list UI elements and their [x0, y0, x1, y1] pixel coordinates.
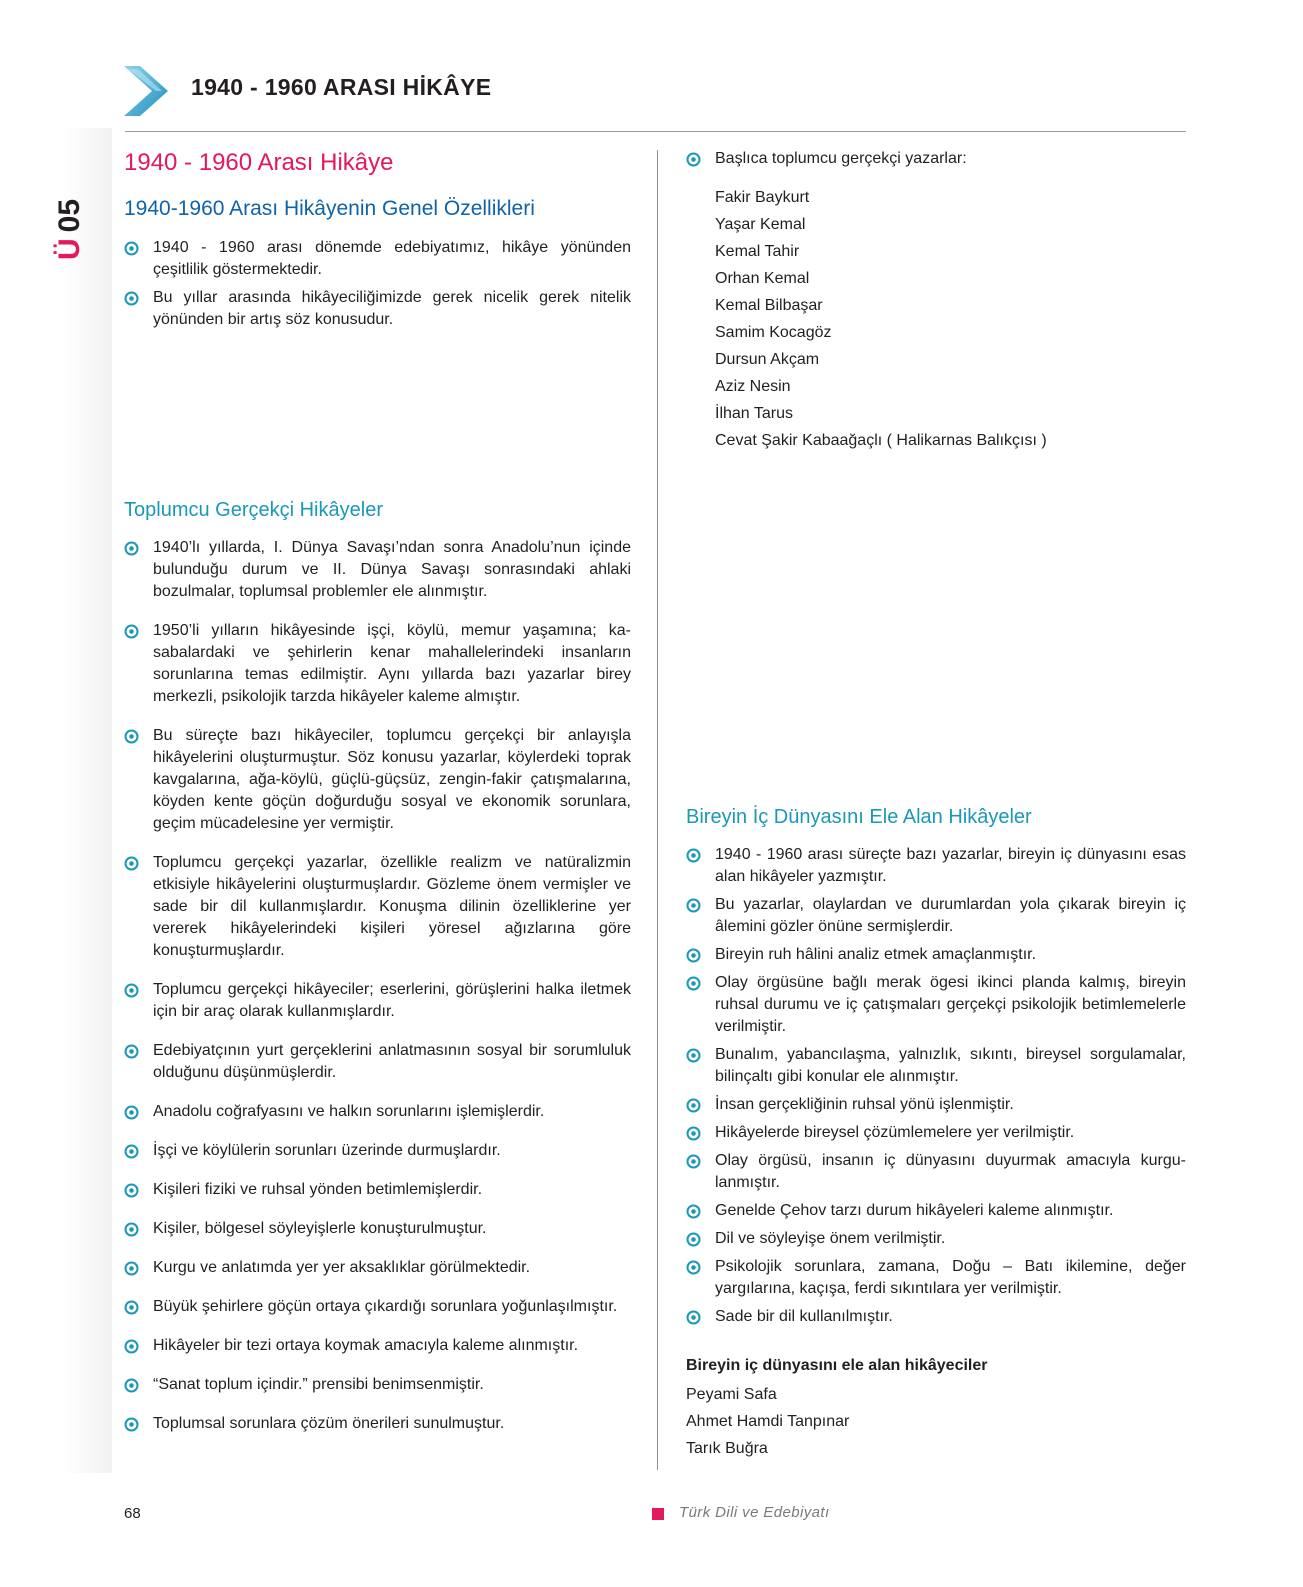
target-circle-icon: [124, 1300, 139, 1315]
chevron-right-icon: [124, 66, 168, 116]
list-item-text: Büyük şehirlere göçün ortaya çıkardığı sorunlara yoğunlaşılmıştır.: [153, 1298, 618, 1315]
list-item: [686, 1306, 1186, 1328]
list-item-text: “Sanat toplum içindir.” prensibi benimsenmiştir.: [153, 1376, 484, 1393]
target-circle-icon: [124, 1339, 139, 1354]
list-item-text: 1940 - 1960 arası süreçte bazı yazarlar, bireyin iç dünyasını esas alan hikâyeler yazmıştır.: [715, 846, 1186, 885]
list-item: [124, 1335, 631, 1357]
inner-world-authors: [686, 1381, 1186, 1462]
target-circle-icon: [124, 729, 139, 744]
author-name: İlhan Tarus: [715, 405, 793, 422]
sidebar-strip: [62, 128, 112, 1473]
target-circle-icon: [686, 848, 701, 863]
list-item-text: İnsan gerçekliğinin ruhsal yönü işlenmiştir.: [715, 1096, 1014, 1113]
list-item-text: 1940 - 1960 arası dönemde edebiyatımız, hikâye yönünden çeşitlilik göstermektedir.: [153, 239, 631, 278]
target-circle-icon: [124, 541, 139, 556]
general-features-title: 1940-1960 Arası Hikâyenin Genel Özellikleri: [124, 197, 535, 220]
list-item: [686, 1228, 1186, 1250]
target-circle-icon: [124, 291, 139, 306]
header-rule: [125, 131, 1186, 132]
unit-prefix: Ü: [53, 238, 86, 260]
list-item: [686, 944, 1186, 966]
authors-intro-list: [686, 148, 1186, 170]
list-item-text: Toplumcu gerçekçi hikâyeciler; eserlerini, görüşlerini halka iletmek için bir araç olarak kullanmışlardır.: [153, 981, 631, 1020]
target-circle-icon: [124, 1222, 139, 1237]
list-item: [124, 537, 631, 603]
right-column-top: [686, 148, 1186, 454]
target-circle-icon: [124, 1044, 139, 1059]
list-item: [124, 620, 631, 708]
target-circle-icon: [686, 1204, 701, 1219]
list-item: [686, 972, 1186, 1038]
general-features-list: [124, 237, 631, 331]
list-item: [124, 1140, 631, 1162]
list-item-text: Olay örgüsüne bağlı merak ögesi ikinci planda kalmış, bireyin ruhsal durumu ve iç çatışmaları gerçekçi psikolojik betimlemelerle verilmiştir.: [715, 974, 1186, 1035]
list-item: [124, 852, 631, 962]
target-circle-icon: [686, 1260, 701, 1275]
list-item: [124, 1296, 631, 1318]
list-item-text: Olay örgüsü, insanın iç dünyasını duyurmak amacıyla kurgulanmıştır.: [715, 1152, 1186, 1191]
list-item-text: Toplumcu gerçekçi yazarlar, özellikle realizm ve natüralizmin etkisiyle hikâyelerini oluşturmuşlardır. Gözleme önem vermişler ve sade bir dil kullanmışlardır. Konuşma dilinin özelliklerine yer vererek hikâyelerindeki kişileri yöresel ağızlarına göre konuşturmuşlardır.: [153, 854, 631, 959]
author-name: Aziz Nesin: [715, 378, 791, 395]
author-name: Kemal Bilbaşar: [715, 297, 823, 314]
target-circle-icon: [686, 1126, 701, 1141]
list-item-text: Bu süreçte bazı hikâyeciler, toplumcu gerçekçi bir anlayışla hikâyelerini oluşturmuştur. Söz konusu yazarlar, köylerdeki toprak kavgalarına, ağa-köylü, güçlü-güçsüz, zengin-fakir çatışmalarına, köyden kente göçün doğurduğu sosyal ve ekonomik sorunlara, geçim mücadelesine yer vermiştir.: [153, 727, 631, 832]
list-item-text: 1950’li yılların hikâyesinde işçi, köylü, memur yaşamına; kasabalardaki ve şehirlerin kenar mahallelerindeki insanların sorunlarına temas edilmiştir. Aynı yıllarda bazı yazarlar birey merkezli, psikolojik tarzda hikâyeler kaleme almıştır.: [153, 622, 631, 705]
target-circle-icon: [124, 1144, 139, 1159]
list-item-text: Anadolu coğrafyasını ve halkın sorunlarını işlemişlerdir.: [153, 1103, 545, 1120]
list-item: [124, 1374, 631, 1396]
list-item-text: Dil ve söyleyişe önem verilmiştir.: [715, 1230, 946, 1247]
list-item: [686, 1094, 1186, 1116]
list-item: [124, 237, 631, 281]
list-item-text: Sade bir dil kullanılmıştır.: [715, 1308, 893, 1325]
target-circle-icon: [686, 1048, 701, 1063]
list-item: [124, 1413, 631, 1435]
social-realist-authors: [686, 184, 1186, 454]
inner-world-authors-heading: Bireyin iç dünyasını ele alan hikâyeciler: [686, 1357, 988, 1374]
list-item-text: Genelde Çehov tarzı durum hikâyeleri kaleme alınmıştır.: [715, 1202, 1114, 1219]
target-circle-icon: [686, 898, 701, 913]
list-item: [686, 1200, 1186, 1222]
column-divider: [657, 150, 658, 1470]
target-circle-icon: [686, 1098, 701, 1113]
main-title: 1940 - 1960 Arası Hikâye: [124, 149, 394, 176]
list-item: [686, 894, 1186, 938]
target-circle-icon: [124, 1378, 139, 1393]
footer-book-title: Türk Dili ve Edebiyatı: [679, 1504, 830, 1521]
target-circle-icon: [686, 1154, 701, 1169]
authors-intro: Başlıca toplumcu gerçekçi yazarlar:: [715, 150, 967, 167]
author-name: Orhan Kemal: [715, 270, 810, 287]
list-item-text: Bunalım, yabancılaşma, yalnızlık, sıkıntı, bireysel sorgulamalar, bilinçaltı gibi konular ele alınmıştır.: [715, 1046, 1186, 1085]
list-item-text: Kişiler, bölgesel söyleyişlerle konuşturulmuştur.: [153, 1220, 487, 1237]
list-item: [124, 1179, 631, 1201]
author-name: Yaşar Kemal: [715, 216, 806, 233]
list-item-text: Kurgu ve anlatımda yer yer aksaklıklar görülmektedir.: [153, 1259, 531, 1276]
author-name: Peyami Safa: [686, 1386, 777, 1403]
list-item: [124, 979, 631, 1023]
list-item: [124, 1218, 631, 1240]
target-circle-icon: [686, 152, 701, 167]
list-item-text: Bireyin ruh hâlini analiz etmek amaçlanmıştır.: [715, 946, 1037, 963]
header-title: 1940 - 1960 ARASI HİKÂYE: [191, 74, 492, 100]
list-item: [686, 1044, 1186, 1088]
list-item: [686, 1150, 1186, 1194]
list-item: [124, 287, 631, 331]
list-item: [124, 1101, 631, 1123]
target-circle-icon: [124, 856, 139, 871]
target-circle-icon: [686, 1232, 701, 1247]
author-name: Cevat Şakir Kabaağaçlı ( Halikarnas Balıkçısı ): [715, 432, 1047, 449]
list-item: [686, 844, 1186, 888]
right-column-bottom: [686, 804, 1186, 1462]
list-item-text: Bu yıllar arasında hikâyeciliğimizde gerek nicelik gerek nitelik yönünden bir artış söz konusudur.: [153, 289, 631, 328]
list-item: [686, 1256, 1186, 1300]
unit-number: 05: [53, 198, 86, 233]
author-name: Samim Kocagöz: [715, 324, 832, 341]
list-item-text: Hikâyelerde bireysel çözümlemelere yer verilmiştir.: [715, 1124, 1075, 1141]
target-circle-icon: [124, 624, 139, 639]
footer-square-icon: [652, 1508, 664, 1520]
author-name: Tarık Buğra: [686, 1440, 768, 1457]
list-item-text: 1940’lı yıllarda, I. Dünya Savaşı’ndan sonra Anadolu’nun içinde bulunduğu durum ve II. Dünya Savaşı sonrasındaki ahlaki bozulmalar, toplumsal problemler ele alınmıştır.: [153, 539, 631, 600]
target-circle-icon: [686, 948, 701, 963]
list-item-text: Edebiyatçının yurt gerçeklerini anlatmasının sosyal bir sorumluluk olduğunu düşünmüşlerdir.: [153, 1042, 631, 1081]
list-item-text: Bu yazarlar, olaylardan ve durumlardan yola çıkarak bireyin iç âlemini gözler önüne sermişlerdir.: [715, 896, 1186, 935]
inner-world-title: Bireyin İç Dünyasını Ele Alan Hikâyeler: [686, 806, 1032, 828]
left-column: [124, 148, 631, 1452]
list-item-text: Psikolojik sorunlara, zamana, Doğu – Batı ikilemine, değer yargılarına, kaçışa, ferdi sıkıntılara yer verilmiştir.: [715, 1258, 1186, 1297]
target-circle-icon: [686, 1310, 701, 1325]
social-realist-title: Toplumcu Gerçekçi Hikâyeler: [124, 499, 383, 521]
author-name: Kemal Tahir: [715, 243, 800, 260]
list-item-text: Toplumsal sorunlara çözüm önerileri sunulmuştur.: [153, 1415, 505, 1432]
list-item-text: Hikâyeler bir tezi ortaya koymak amacıyla kaleme alınmıştır.: [153, 1337, 579, 1354]
author-name: Ahmet Hamdi Tanpınar: [686, 1413, 850, 1430]
author-name: Dursun Akçam: [715, 351, 820, 368]
list-item-text: İşçi ve köylülerin sorunları üzerinde durmuşlardır.: [153, 1142, 501, 1159]
author-name: Fakir Baykurt: [715, 189, 810, 206]
target-circle-icon: [124, 1261, 139, 1276]
target-circle-icon: [124, 1183, 139, 1198]
target-circle-icon: [124, 241, 139, 256]
list-item: [124, 1040, 631, 1084]
target-circle-icon: [124, 983, 139, 998]
inner-world-list: [686, 844, 1186, 1328]
list-item: [124, 1257, 631, 1279]
list-item: [124, 725, 631, 835]
social-realist-list: [124, 537, 631, 1435]
list-item: [686, 148, 1186, 170]
target-circle-icon: [686, 976, 701, 991]
target-circle-icon: [124, 1105, 139, 1120]
page-number: 68: [124, 1505, 141, 1522]
unit-label: [50, 140, 90, 260]
list-item: [686, 1122, 1186, 1144]
target-circle-icon: [124, 1417, 139, 1432]
list-item-text: Kişileri fiziki ve ruhsal yönden betimlemişlerdir.: [153, 1181, 483, 1198]
